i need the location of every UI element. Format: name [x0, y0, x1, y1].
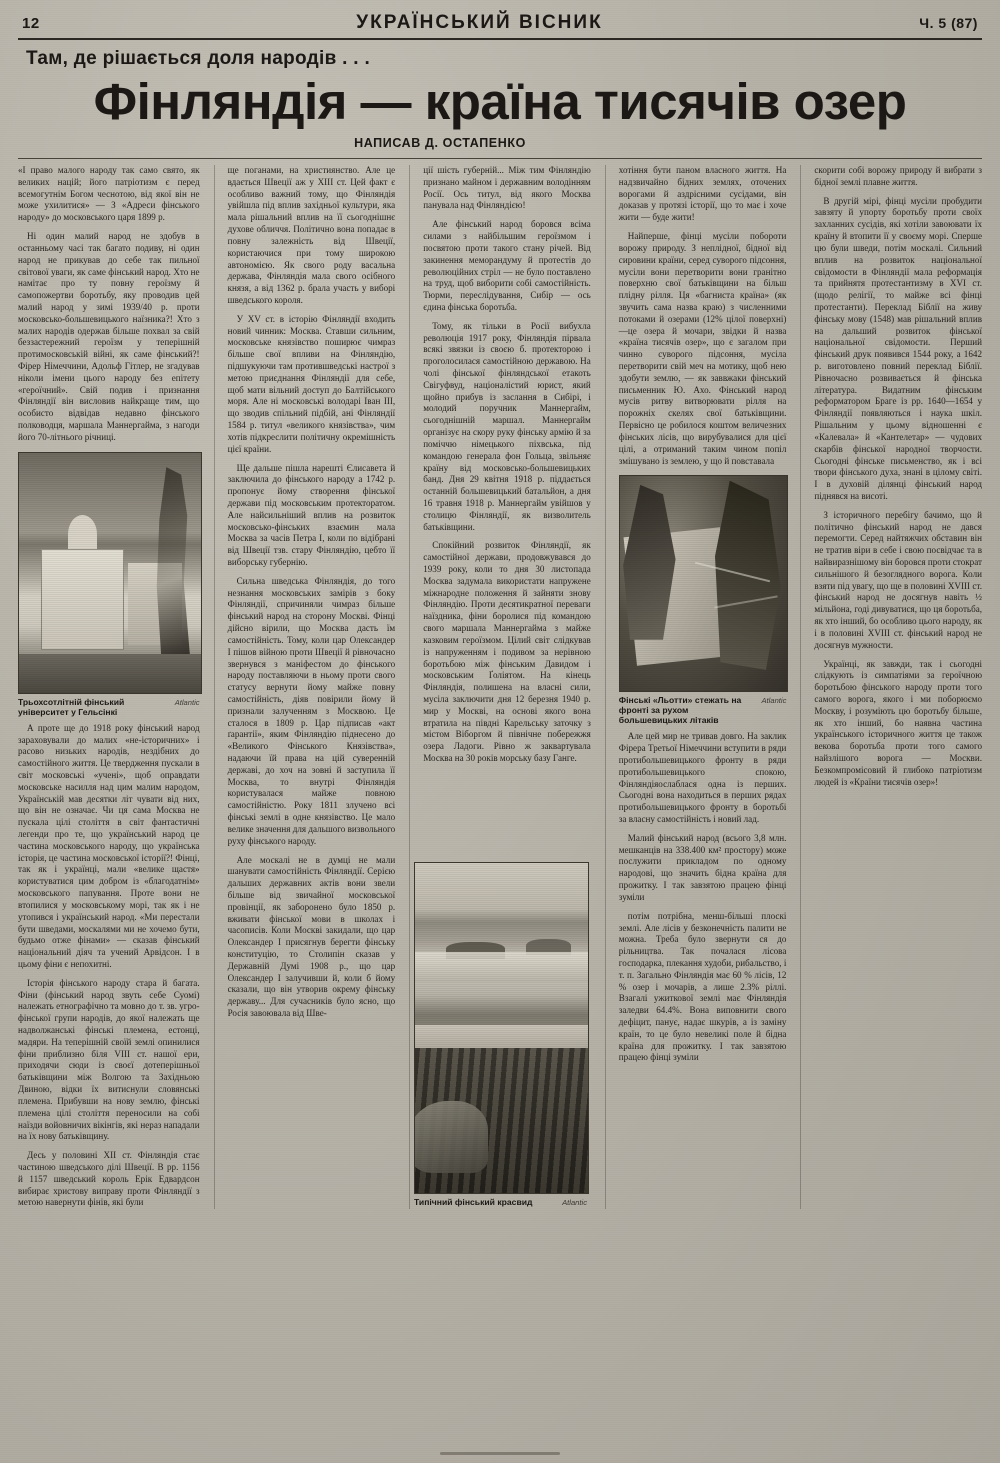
caption-text: Трьохсотлітній фінський університет у Гельсінкі — [18, 696, 125, 717]
photo-caption — [414, 1197, 587, 1207]
page-number: 12 — [22, 15, 40, 32]
paragraph: ції шість губерній... Між тим Фінляндію признано майном і державним володінням Росії. Ось титул, від якого Москва панувала над Фінляндією! — [423, 165, 591, 211]
lottas-photo — [619, 475, 789, 692]
divider — [18, 158, 982, 159]
article-kicker: Там, де рішається доля народів . . . — [26, 48, 371, 69]
page-title: Фінляндія — країна тисячів озер — [93, 73, 907, 130]
paragraph: хотіння бути паном власного життя. На надзвичайно бідних землях, оточених ворогами й аздрісними сусідами, він доказав у протязі історії, що то має і хоче жити — буде жити! — [618, 165, 787, 223]
paragraph: ще поганами, на християнство. Але це вдається Швеції аж у XIII ст. Цей факт є особливо важний тому, що Фінляндія увійшла під вплив західньої культури, яка мала рішальний вплив на її сьогоднішнє духове обличчя. Політично вона попадає в повну залежність від Швеції, користаючися при тому широкою автономією. Як свого роду васальна держава, Фінляндія мала свого осібного князя, а від 1362 р. брала участь у виборі шведського короля. — [227, 165, 396, 305]
paragraph: Українці, як завжди, так і сьогодні слідкують із симпатіями за героїчною боротьбою фінського народу проти того самого ворога, якого і ми поборюємо Москву, і розуміють цю боротьбу більше, як хто інший, бо наявна частина українського історичного життя це також векова боротьба проти того самого найзлішого ворога — Москви. Безкомпромісовий й глибоко патріотизм людей із «Країни тисячів озер»! — [814, 658, 982, 787]
footer-ornament — [440, 1452, 560, 1455]
paragraph: Але москалі не в думці не мали шанувати самостійність Фінляндії. Серією дальших державних актів вони звели більше від звичайної московської провінції, як заборонено було 1850 р. вживати фінської мови в школах і часописів. Коли Москві закидали, що цар Олександер І присягнув берегти фінську конституцію, то Столипін сказав у Державній Думі 1908 р., що цар Олександер І залучивши й, коли б йому сказали, що він утворив окрему фінську державу... Для сучасників було ясно, що Росія завоювала від Шве- — [227, 854, 396, 1019]
photo-credit: Atlantic — [562, 1198, 587, 1207]
paragraph: Тому, як тільки в Росії вибухла революція 1917 року, Фінляндія пірвала всякі звязки із своєю б. протекторою і проголосилася самостійною державою. На чолі фінської фінляндської етакоть Свігуфвуд, націоналістий юрист, який щойно прибув із заслання в Сибірі, і молодий поручник Маннергайм, сьогоднішній маршал. Маннергайм організує на скору руку фінську армію й за поміччю німецького піхвська, під командою генерала фон Гольца, звільняє країну від московсько-большевицьких банд. Дня 29 квітня 1918 р. піддається останній большевицький батальйон, а дня 16 травня 1918 р. Маннергайм увійшов у столицю Фінляндії, як визволитель батьківщини. — [423, 320, 591, 532]
article-byline: НАПИСАВ Д. ОСТАПЕНКО — [354, 136, 526, 151]
paragraph: Але цей мир не тривав довго. На заклик Фірера Третьої Німеччини вступити в ряди протибольшевицького фронту в ряди протибольшевицького спокою, Фінляндіяослаблася одна із перших. Сьогодні вона находиться в перших рядах протибольшевицького фронту в боротьбі за власну самостійність і новий лад. — [618, 731, 787, 825]
paragraph: Малий фінський народ (всього 3,8 млн. мешканців на 338.400 км² простору) може послужити прикладом по одному народові, що значить бідна країна для прожитку. І так завзятою працею фінці зуміли — [618, 832, 787, 902]
column-2 — [214, 165, 396, 1209]
paragraph: Але фінський народ боровся всіма силами з найбільшим героїзмом і посвятою проти такого стану річей. Від закинення меморандуму й протестів до революційних стріл — не було поставлено на труд, щоб виборити собі самостійність. Тюрми, переслідування, Сибір — ось єдина фінська боротьба. — [423, 219, 591, 312]
paragraph: Сильна шведська Фінляндія, до того незнання московських замірів з боку Фінляндії, спричиняли чимраз більше фінський народ на сторону Москві. Фінці дійсно вірили, що Москва дасть їм самостійність. Тому, коли цар Олександер І пішов війною проти Швеції й рівночасно звернувся з маніфестом до фінського народу поставляючи в ньому проти свого статусу вернути йому майже повну самостійність, діяв повірили йому й признали залученням з Москвою. Це сталося в 1809 р. Цар підписав «акт ґарантії», яким Фінляндію піднесено до «Великого Фінського Князівства», надаючи їй права на цій суверенній державі, до хоч на зовні й заступила її Москва, то внутрі Фінляндія користувалася майже повною самостійністю. Року 1811 злучено всі фінські землі в одне князівство. Це мало велике значення для дальшого визвольного руху фінського народу. — [227, 575, 396, 846]
caption-text: Фінські «Льотти» стежать на фронті за рухом большевицьких літаків — [618, 695, 742, 726]
paragraph: Ні один малий народ не здобув в останньому часі так багато подиву, ні один народ не прикував до себе так пильної світової уваги, як саме фінський народ. Хто не намітає про ту повну героїзму й самопожертви боротьбу, яку проводив цей малий народ у зимі 1939/40 р. проти московсько-большевицького наїзника?! Хто з малих народів одержав більше похвал за свій беззастережний героїзм у теперішній протимосковській війні, як саме фінський?! Фірер Німеччини, Адольф Гітлер, не згадував ніколи імени цього народу без епітету «героїчний». Свій подив і признання Фінляндії він висловив найкраще тим, що особисто відвідав недавно фінського полководця, маршала Маннергайма, з нагоди його 70-літнього річниці. — [18, 231, 200, 442]
paragraph: Десь у половині XII ст. Фінляндія стає частиною шведського ділі Швеції. В рр. 1156 й 1157 шведський король Ерік Едвардсон вибирає христову виправу проти Фінляндії з метою навернути фінів, які були — [18, 1150, 200, 1208]
masthead — [18, 10, 982, 40]
column-4 — [605, 165, 787, 1209]
photo-caption — [18, 697, 200, 717]
university-photo-figure — [18, 452, 200, 717]
paragraph: Найперше, фінці мусіли побороти ворожу природу. З неплідної, бідної від сировини країни, серед суворого підсоння, мусіли вони перетворити вони гранітно поверхню свої батьківщини на більш плідну рілля. Ця «багниста країна» (як звучить сама назва краю) з численними потоками й озерами (12% цілої поверхні)—це озера й мочари, звідки й назва «країна тисячів озер», що є загалом при чинно суворого підсоння, мусіла перетворити свій меч на мотику, щоб нею здобути землю, — як заввжаки фінський письменник Ю. Ахо. Фінський народ мусів ритву витворювати рілля на порожніх скелях свої батьківщини. Первісно це робилося коштом величезних фінських лісів, що вирубувалися для цієї цілі, а отриманий таким чином попіл змішувано із землею, у що й повставала — [618, 231, 787, 466]
photo-credit: Atlantic — [174, 697, 200, 707]
column-1 — [18, 165, 200, 1209]
paragraph: Спокійний розвиток Фінляндії, як самостійної держави, продовжувався до 1939 року, коли то дня 30 листопада Москва задумала використати напружене міжнародне положення й зайняти знову Фінляндію. Проти десятикратної переваги наїздника, фіни боролися під командою свого маршала Маннергайма з майже казковим героїзмом. Цілий світ слідкував із напруженням і подивом за нерівною боротьбою між фінським Давидом і московським Ґоліятом. На кінець Фінляндія, полишена на власні сили, мусіла заключити дня 12 березня 1940 р. мир у Москві, на основі якого вона втратила на півдні Карельську заточку з містом Віборгом й північне побережжя озера Ладоги. Рівно ж заквартувала Москва на 30 років морську базу Ганге. — [423, 540, 591, 764]
paragraph: В другій мірі, фінці мусіли пробудити завзяту й упорту боротьбу проти своїх захланних сусідів, які хотіли завоювати їх країну й втопити її у своєму морі. Сперше цю були шведи, потім москалі. Сильний вплив на розвиток національної свідомости в Фінляндії мала реформація та прийнятя протестантизму в XVI ст. (щодо релігії, то майже всі фінці протестанти). Переклад Біблії на живу фінську мову (1548) мав рішальний вплив на дальший розвиток фінської національної свідомости. Перший фінський друк появився 1544 року, а 1642 р. виготовлено повний переклад Біблії. Рівночасно розвивається й фінська література. Видатним фінським реформатором Брагe із рр. 1640—1654 у Фінляндії появляються і наука шкіл. Рішальним у цьому відношенні є «Калевала» й «Кантелетар» — чудових скарбів фінської народної творчости. Сьогодні фінське письменство, як і всі твори фінського духа, знані в цілому світі. І в духовій ділянці фінський народ піднявся на висоті. — [814, 195, 982, 501]
landscape-photo-figure — [414, 862, 587, 1207]
paragraph: потім потрібна, менш-більші плоскі землі. Але лісів у безконечність палити не можна. Треба було звернути ся до рільництва. Так почалася лісова господарка, плекання худоби, рибальство, і т. п. Загально Фінляндія має 60 % лісів, 12 % озер і мочарів, а лише 2.3% ріллі. Взагалі ужиткової землі має Фінляндія заледви 64.4%. Вона виповнити свого дефіцит, панує, надає шкурів, а із заміну країн, то це було невеликі поле й бідна країна для прожитку. І так завзятою працею фінці зуміли — [618, 910, 787, 1063]
photo-credit: Atlantic — [761, 696, 787, 706]
paragraph: А проте ще до 1918 року фінський народ зараховували до малих «не-історичних» і расово низьких народів, нездібних до самостійного життя. Це твердження пускали в світ московські «учені», щоб оправдати московське насилля над цим малим народом, Українській мав десятки літ чувати від них, що він не означає. Чи ця сама Москва не пускала цілі століття в світ фантастичні легенди про те, що український народ це частина московського народу, що українська історія, це частина московської історії?! Фінці, так як і українці, мали «велике щастя» користуватися цим добром із «благодатнім» московського папування. Проте вони не втопилися у московському морі, так як і не утопився і український народ. «Ми перестали бути шведами, москалями ми не хочемо бути, будьмо отже фінами» — сказав фінський національний діяч та учений Арвідсон. І в цьому фіни є непохитні. — [18, 722, 200, 969]
caption-text: Типічний фінський красвид — [414, 1197, 533, 1207]
photo-caption — [619, 695, 787, 725]
paragraph: У XV ст. в історію Фінляндії входить новий чинник: Москва. Ставши сильним, московське князівство поширює чимраз більше свої впливи на Фінляндію, підшукуючи там протившведські настрої з метою приєднання Фінляндії для себе, щоб мати вільний доступ до Балтійського моря. Але ні московські володарі Іван III, що зводив спільний підбій, ані Фінляндії 1584 р. титул «великого князівства», чим хотів підкреслити політичну окремішність цієї країни. — [227, 313, 396, 454]
issue-number: Ч. 5 (87) — [919, 15, 978, 31]
paragraph: З історичного перебігу бачимо, що й політично фінський народ не дався перемогти. Серед найтяжчих обставин він не тратив віри в себе і свою посвідчає та в найвиразнішому він боровся проти стократ сильнішого й безоглядного ворога. Коли взяти під увагу, що ще в половині XVIII ст. фінський народ не досягнув навіть ½ мільйона, годі дивуватися, що ця боротьба, як хто інший, бо особливо цього народу, як і в половині XVIII ст. фінський народ не досягнув мужности. — [814, 509, 982, 650]
landscape-photo — [414, 862, 589, 1194]
paragraph: Ще дальше пішла нарешті Єлисавета й заключила до фінського народу а 1742 р. пропонує йому створення фінської держави під московським протекторатом. Але найсильніший вплив на розвиток московсько-фінських взаємин мала Москва за часів Петра І, коли по відібрані від Швеції тзв. стару Фінляндію, цебто її виборську губернію. — [227, 462, 396, 568]
column-5 — [800, 165, 982, 1209]
university-photo — [18, 452, 202, 694]
paper-title: УКРАЇНСЬКИЙ ВІСНИК — [356, 12, 603, 33]
paragraph: Історія фінського народу стара й багата. Фіни (фінський народ звуть себе Суомі) належать етнографічно та мовно до т. зв. угро-фінської групи народів, до якої належать ще надволжанські фінські племена, естонці, мадяри. На теперішній своїй землі опинилися фіни приблизно біля VIII ст. нашої ери, приходячи сюди із своєї дотеперішньої батьківщини між Волгою та Західньою Двиною, відки їх витиснули словянські племена. Прибувши на нову землю, фінські племена цілі століття переносили на собі наїзди войовничих вікінгів, які нераз нападали на їх нову батьківщину. — [18, 977, 200, 1142]
paragraph: скорити собі ворожу природу й вибрати з бідної землі плавне життя. — [814, 165, 982, 187]
paragraph: «І право малого народу так само свято, як великих націй; його патріотизм є перед всемогутнім Богом чеснотою, від якої він не може ухилитися» — З «Адреси фінського народу» до московського царя 1899 р. — [18, 165, 200, 223]
lottas-photo-figure — [619, 475, 787, 725]
